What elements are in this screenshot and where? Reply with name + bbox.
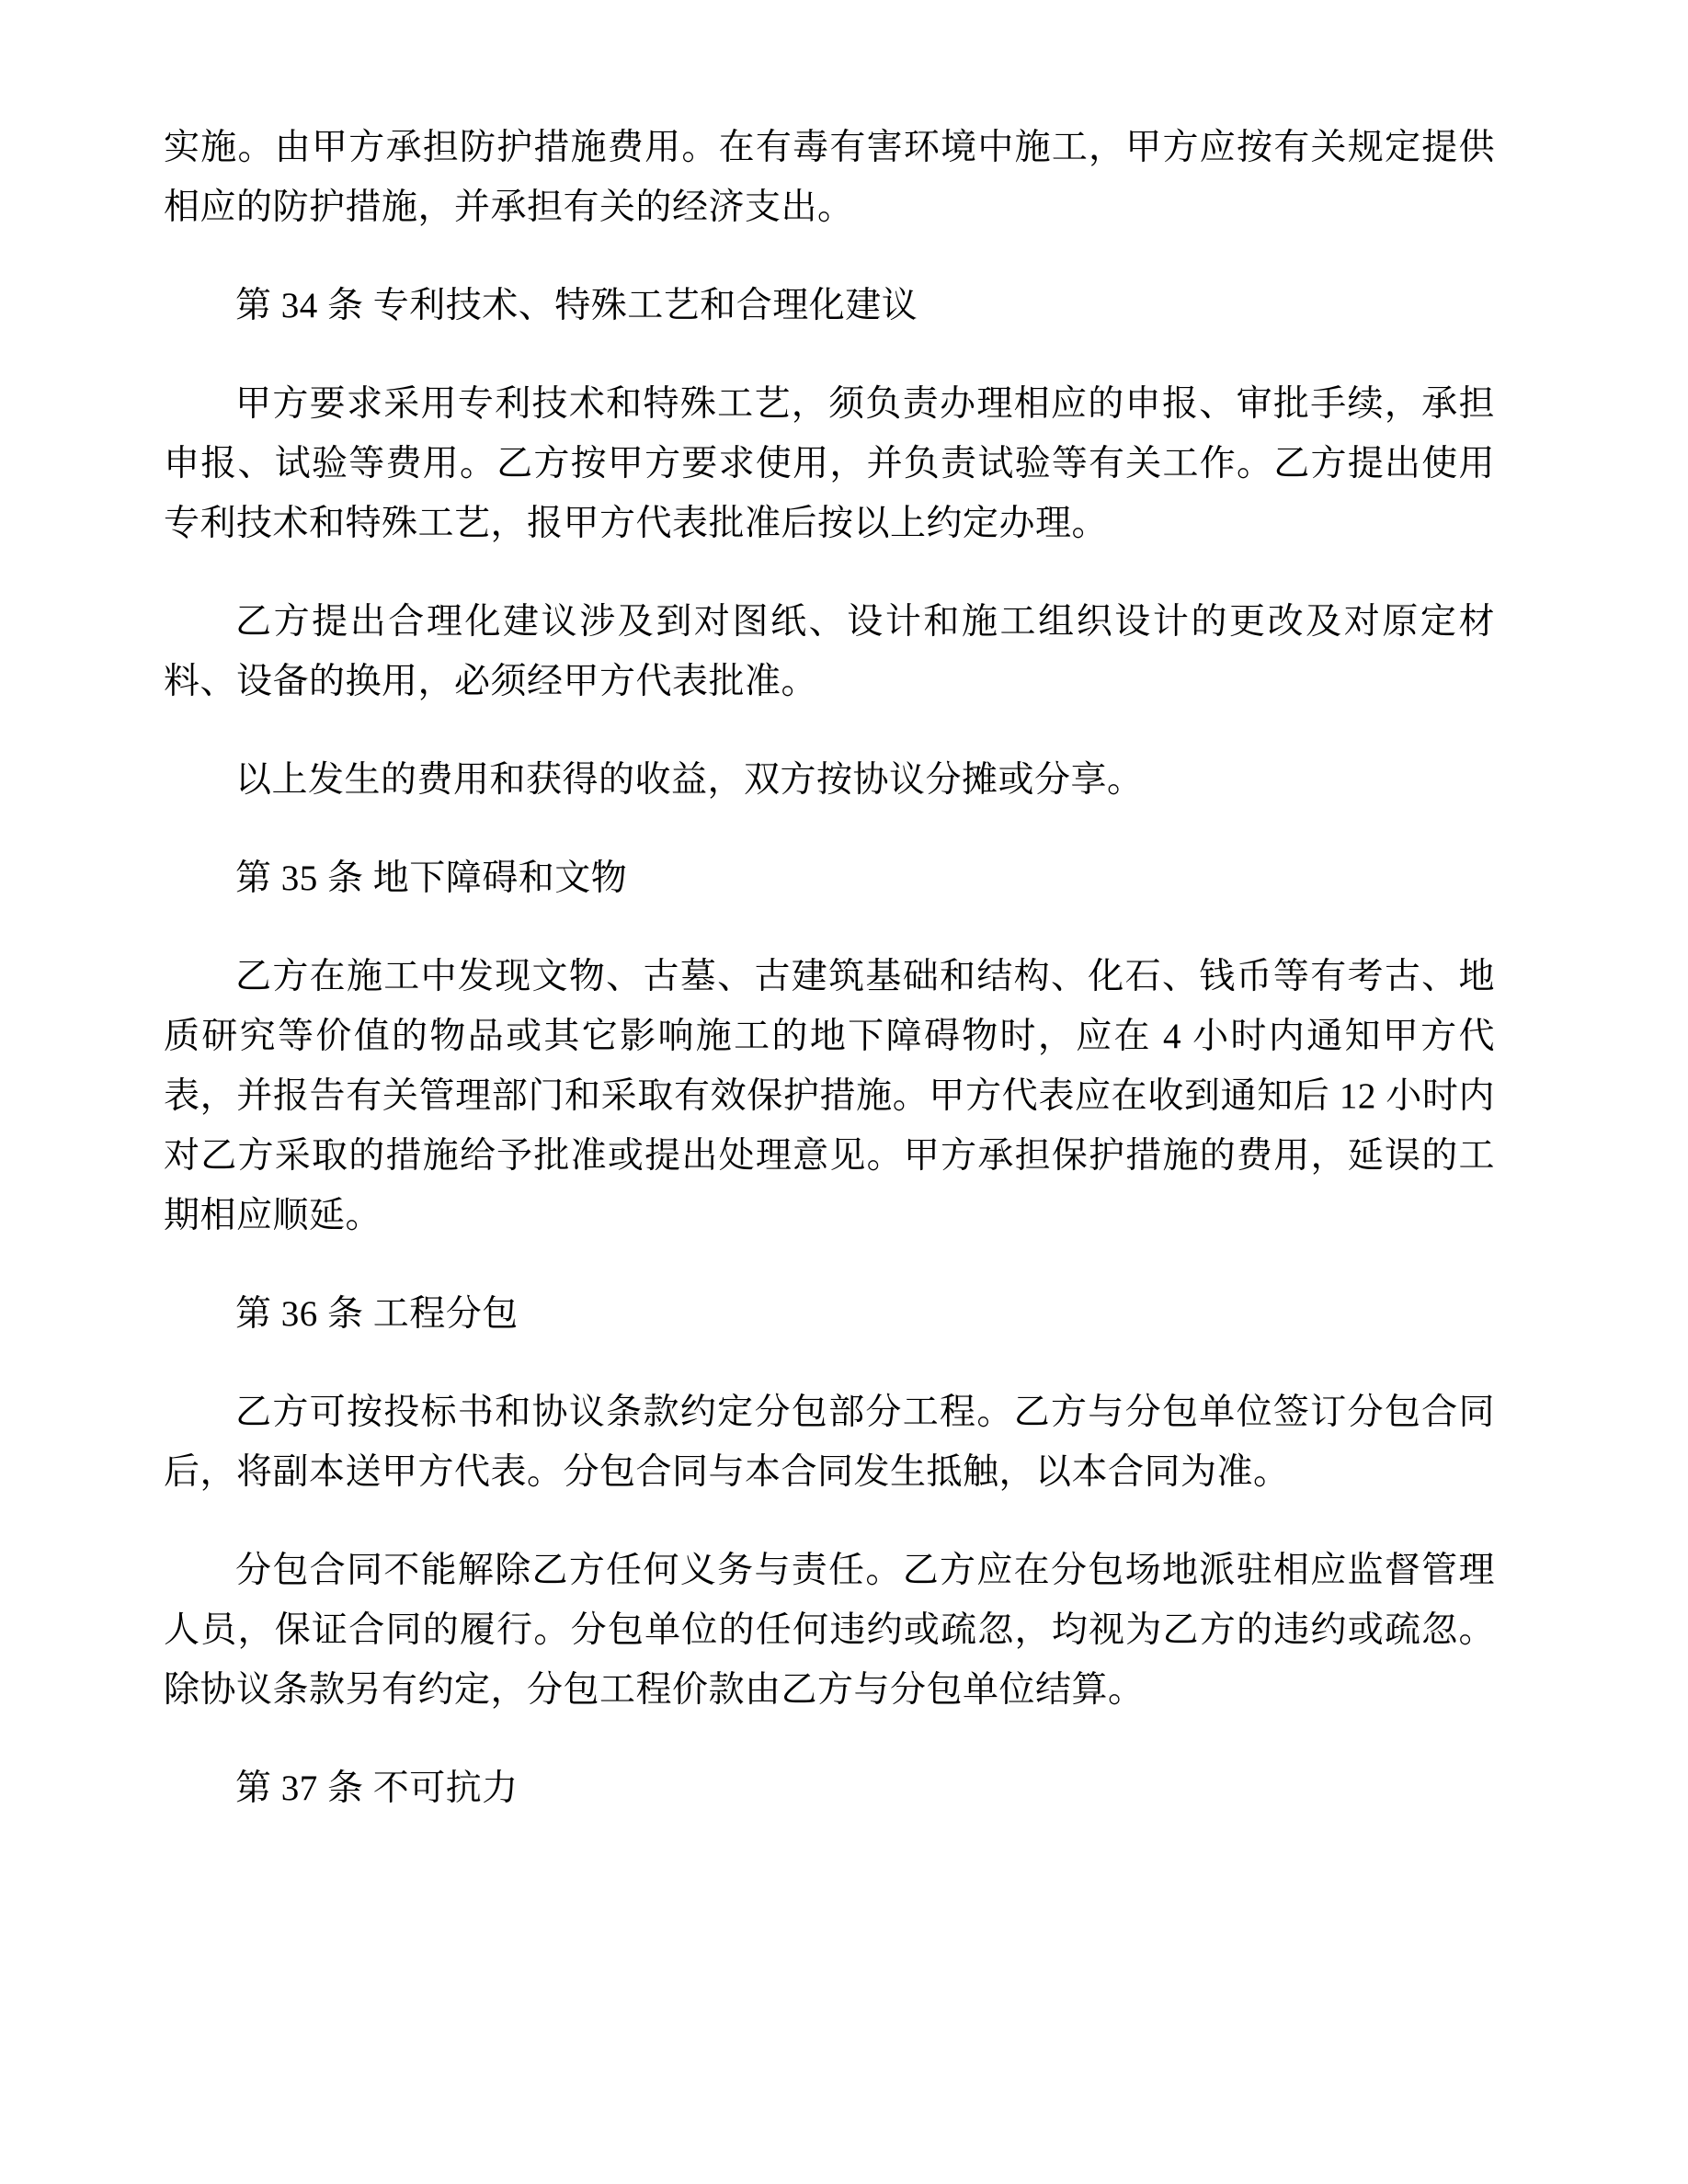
- section-heading-36: 第 36 条 工程分包: [235, 1294, 519, 1334]
- section-heading-35: 第 35 条 地下障碍和文物: [235, 859, 628, 898]
- paragraph-continuation: 实施。由甲方承担防护措施费用。在有毒有害环境中施工，甲方应按有关规定提供相应的防护措施，并承担有关的经济支出。: [164, 128, 1495, 227]
- paragraph: 甲方要求采用专利技术和特殊工艺，须负责办理相应的申报、审批手续，承担申报、试验等费用。乙方按甲方要求使用，并负责试验等有关工作。乙方提出使用专利技术和特殊工艺，报甲方代表批准后按以上约定办理。: [164, 384, 1495, 543]
- section-heading-37: 第 37 条 不可抗力: [235, 1769, 519, 1808]
- paragraph: 乙方提出合理化建议涉及到对图纸、设计和施工组织设计的更改及对原定材料、设备的换用，必须经甲方代表批准。: [164, 602, 1495, 701]
- paragraph: 分包合同不能解除乙方任何义务与责任。乙方应在分包场地派驻相应监督管理人员，保证合同的履行。分包单位的任何违约或疏忽，均视为乙方的违约或疏忽。除协议条款另有约定，分包工程价款由乙方与分包单位结算。: [164, 1551, 1495, 1710]
- paragraph: 以上发生的费用和获得的收益，双方按协议分摊或分享。: [235, 760, 1144, 800]
- paragraph: 乙方在施工中发现文物、古墓、古建筑基础和结构、化石、钱币等有考古、地质研究等价值的物品或其它影响施工的地下障碍物时，应在 4 小时内通知甲方代表，并报告有关管理部门和采取有效保护措施。甲方代表应在收到通知后 12 小时内对乙方采取的措施给予批准或提出处理意见。甲方承担保护措施的费用，延误的工期相应顺延。: [164, 957, 1495, 1235]
- paragraph: 乙方可按投标书和协议条款约定分包部分工程。乙方与分包单位签订分包合同后，将副本送甲方代表。分包合同与本合同发生抵触，以本合同为准。: [164, 1393, 1495, 1492]
- section-heading-34: 第 34 条 专利技术、特殊工艺和合理化建议: [235, 286, 918, 325]
